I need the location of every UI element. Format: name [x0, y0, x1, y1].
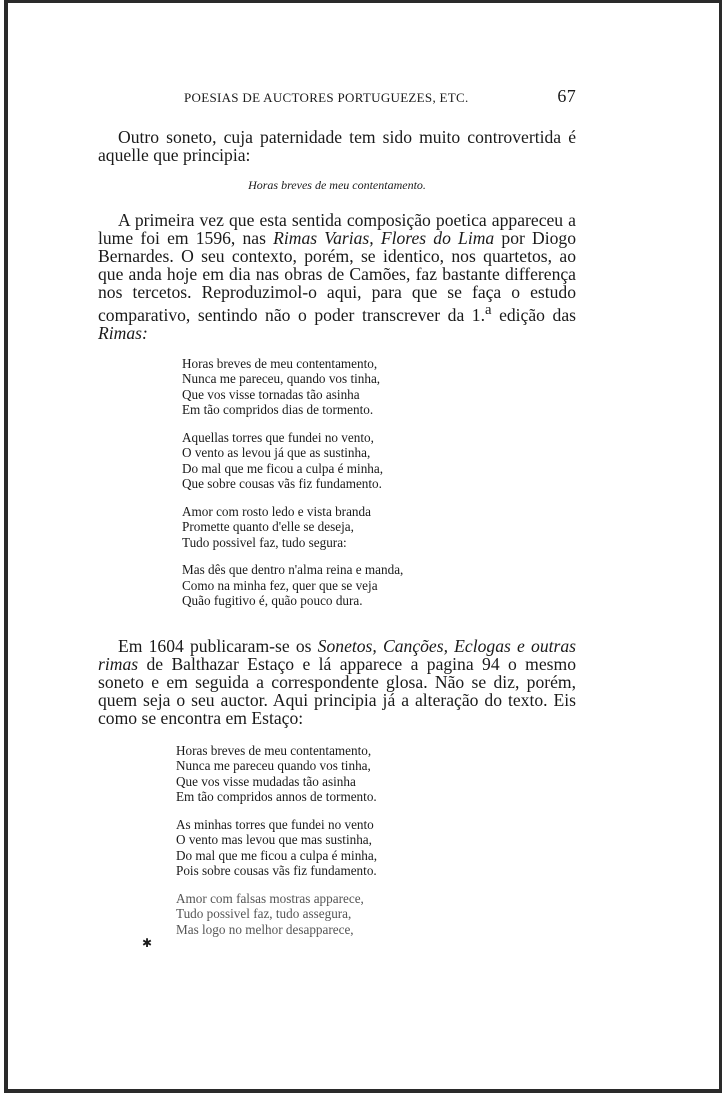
paragraph-history: A primeira vez que esta sentida composição poetica appareceu a lume foi em 1596, nas Rimas Varias, Flores do Lima por Diogo Bernardes. O seu contexto, porém, se identico, nos quartetos, ao que anda hoje em dia nas obras de Camões, faz bastante differença nos tercetos. Reproduzimol-o aqui, para que se faça o estudo comparativo, sentindo não o poder transcrever da 1.$^a$ edição das Rimas:	[98, 210, 577, 343]
page-number: 67	[557, 86, 576, 106]
stanza: Horas breves de meu contentamento, Nunca me pareceu quando vos tinha, Que vos visse mudadas tão asinha Em tão compridos annos de tormento.	[176, 742, 377, 805]
printer-mark-icon: ✱	[142, 936, 153, 950]
sonnet-bernardes	[182, 356, 576, 609]
sonnet-estaco	[176, 743, 576, 938]
book-title-rimas-varias: Rimas Varias, Flores do Lima	[273, 228, 495, 248]
book-title-sonetos: Sonetos, Canções, Eclogas e outras rimas	[98, 635, 576, 674]
stanza: Horas breves de meu contentamento, Nunca me pareceu, quando vos tinha, Que vos visse tornadas tão asinha Em tão compridos dias de tormento.	[182, 355, 381, 418]
stanza: As minhas torres que fundei no vento O vento mas levou que mas sustinha, Do mal que me ficou a culpa é minha, Pois sobre cousas vãs fiz fundamento.	[176, 816, 378, 879]
running-title: POESIAS DE AUCTORES PORTUGUEZES, ETC.	[184, 90, 469, 105]
stanza: Amor com rosto ledo e vista branda Promette quanto d'elle se deseja, Tudo possivel faz, tudo segura:	[182, 503, 371, 550]
incipit-line: Horas breves de meu contentamento.	[248, 178, 426, 192]
stanza: Mas dês que dentro n'alma reina e manda, Como na minha fez, quer que se veja Quão fugitivo é, quão pouco dura.	[182, 562, 404, 609]
paragraph-intro: Outro soneto, cuja paternidade tem sido muito controvertida é aquelle que principia:	[98, 127, 576, 165]
stanza: Aquellas torres que fundei no vento, O vento as levou já que as sustinha, Do mal que me ficou a culpa é minha, Que sobre cousas vãs fiz fundamento.	[182, 429, 384, 492]
running-head	[98, 84, 576, 112]
paragraph-estaco: Em 1604 publicaram-se os Sonetos, Canções, Eclogas e outras rimas de Balthazar Estaço e lá apparece a pagina 94 o mesmo soneto e em seguida a correspondente glosa. Não se diz, porém, quem seja o seu auctor. Aqui principia já a alteração do texto. Eis como se encontra em Estaço:	[98, 635, 576, 728]
stanza: Amor com falsas mostras apparece, Tudo possivel faz, tudo assegura, Mas logo no melhor desapparece,	[176, 890, 364, 937]
book-title-rimas: Rimas:	[98, 322, 148, 343]
book-page	[98, 84, 576, 949]
